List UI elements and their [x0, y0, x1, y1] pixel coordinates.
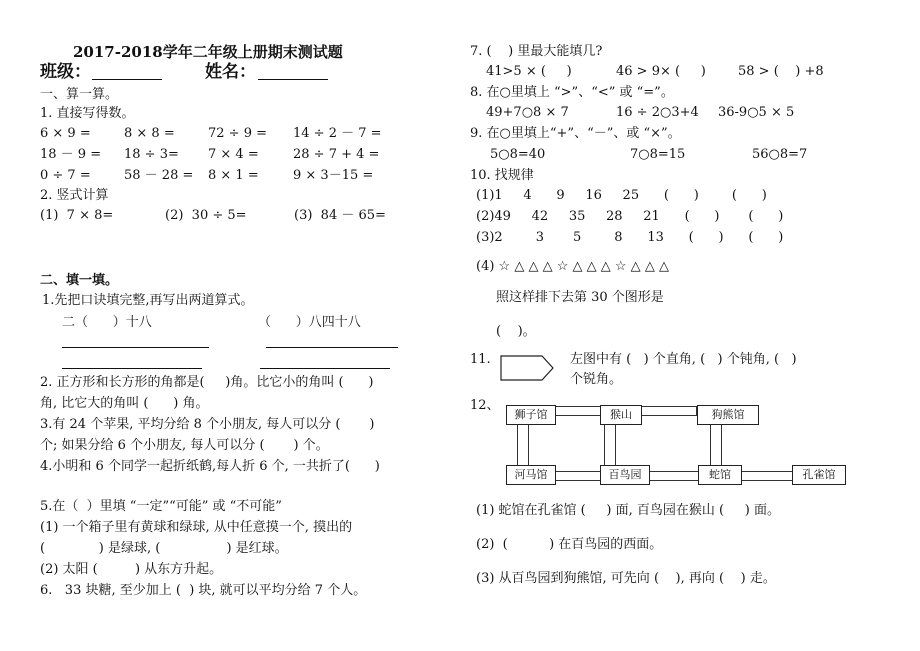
map-snake-house: 蛇馆: [698, 465, 742, 485]
map-lion-house: 狮子馆: [506, 405, 556, 425]
q1-heading: 1. 直接写得数。: [40, 106, 135, 121]
class-blank[interactable]: [92, 79, 162, 80]
calc-item: 14 ÷ 2 － 7 =: [293, 126, 382, 141]
q7-item-2: 46 > 9× ( ): [616, 64, 706, 79]
q8-item-3: 36-9○5 × 5: [718, 105, 795, 120]
answer-line-2[interactable]: [266, 347, 398, 348]
name-label: 姓名：: [205, 62, 256, 82]
q9-heading: 9. 在○里填上“+”、“－”、或 “×”。: [470, 126, 681, 141]
q10-row-4: (4) ☆ △ △ △ ☆ △ △ △ ☆ △ △ △: [476, 259, 669, 274]
q10-row-3: (3)2 3 5 8 13 ( ) ( ): [476, 230, 784, 245]
q11-text-a: 左图中有 ( ) 个直角, ( ) 个钝角, ( ): [570, 352, 797, 367]
calc-item: 18 ÷ 3=: [124, 147, 179, 162]
calc-item: 8 × 8 =: [124, 126, 175, 141]
fill-2b: 角, 比它大的角叫 ( ) 角。: [40, 396, 209, 411]
calc-item: 72 ÷ 9 =: [208, 126, 267, 141]
calc-item: 0 ÷ 7 =: [40, 168, 91, 183]
calc-item: 18 － 9 =: [40, 147, 102, 162]
fill-5: 5.在（ ）里填 “一定”“可能” 或 “不可能”: [40, 499, 282, 514]
calc-item: 7 × 4 =: [208, 147, 259, 162]
fill-5b: ( ) 是绿球, ( ) 是红球。: [40, 541, 288, 556]
q11-number: 11.: [470, 352, 491, 367]
q12-number: 12、: [470, 398, 500, 413]
answer-line-4[interactable]: [260, 368, 390, 369]
q11-text-b: 个锐角。: [570, 372, 623, 387]
map-hippo-house: 河马馆: [506, 465, 556, 485]
q9-item-1: 5○8=40: [490, 147, 546, 162]
q12-part-1: (1) 蛇馆在孔雀馆 ( ) 面, 百鸟园在猴山 ( ) 面。: [476, 503, 780, 518]
q10-heading: 10. 找规律: [470, 168, 534, 183]
fill-3a: 3.有 24 个苹果, 平均分给 8 个小朋友, 每人可以分 ( ): [40, 417, 375, 432]
section-1-heading: 一、算一算。: [40, 87, 119, 102]
fill-3b: 个; 如果分给 6 个小朋友, 每人可以分 ( ) 个。: [40, 438, 329, 453]
vertical-2: (2) 30 ÷ 5=: [165, 208, 247, 223]
q7-heading: 7. ( ) 里最大能填几?: [470, 44, 603, 59]
q8-item-1: 49+7○8 × 7: [486, 105, 569, 120]
calc-item: 9 × 3－15 =: [293, 168, 374, 183]
name-blank[interactable]: [258, 79, 328, 80]
q2-heading: 2. 竖式计算: [40, 188, 109, 203]
fill-5c: (2) 太阳 ( ) 从东方升起。: [40, 562, 223, 577]
fill-6: 6. 33 块糖, 至少加上 ( ) 块, 就可以平均分给 7 个人。: [40, 583, 367, 598]
road-bottom: [520, 471, 820, 481]
q8-heading: 8. 在○里填上 “>”、“<” 或 “=”。: [470, 85, 674, 100]
q10-row-4c: ( )。: [496, 324, 536, 339]
q9-item-2: 7○8=15: [630, 147, 686, 162]
answer-line-3[interactable]: [62, 368, 202, 369]
q10-row-1: (1)1 4 9 16 25 ( ) ( ): [476, 188, 767, 203]
calc-item: 28 ÷ 7 + 4 =: [293, 147, 380, 162]
section-2-heading: 二、填一填。: [40, 273, 119, 288]
vertical-3: (3) 84 － 65=: [294, 208, 386, 223]
q12-part-3: (3) 从百鸟园到狗熊馆, 可先向 ( ), 再向 ( ) 走。: [476, 571, 776, 586]
map-peacock-house: 孔雀馆: [792, 465, 846, 485]
fill-1b: （ ）八四十八: [258, 315, 361, 330]
map-bird-garden: 百鸟园: [600, 465, 650, 485]
vertical-1: (1) 7 × 8=: [40, 208, 114, 223]
page-title: 2017-2018学年二年级上册期末测试题: [73, 43, 343, 61]
q10-row-4b: 照这样排下去第 30 个图形是: [496, 290, 664, 305]
fill-2a: 2. 正方形和长方形的角都是( )角。比它小的角叫 ( ): [40, 375, 374, 390]
answer-line-1[interactable]: [62, 347, 209, 348]
map-bear-house: 狗熊馆: [697, 405, 759, 425]
fill-5a: (1) 一个箱子里有黄球和绿球, 从中任意摸一个, 摸出的: [40, 520, 353, 535]
fill-1: 1.先把口诀填完整,再写出两道算式。: [42, 293, 254, 308]
class-label: 班级：: [40, 62, 91, 82]
q12-part-2: (2) ( ) 在百鸟园的西面。: [476, 537, 663, 552]
q8-item-2: 16 ÷ 2○3+4: [616, 105, 699, 120]
q10-row-2: (2)49 42 35 28 21 ( ) ( ): [476, 209, 784, 224]
q9-item-3: 56○8=7: [752, 147, 808, 162]
q7-item-3: 58 > ( ) +8: [738, 64, 824, 79]
pentagon-shape: [500, 355, 560, 385]
map-monkey-hill: 猴山: [600, 405, 642, 425]
q7-item-1: 41>5 × ( ): [486, 64, 572, 79]
calc-item: 8 × 1 =: [208, 168, 259, 183]
fill-4: 4.小明和 6 个同学一起折纸鹤,每人折 6 个, 一共折了( ): [40, 459, 380, 474]
calc-item: 6 × 9 =: [40, 126, 91, 141]
calc-item: 58 － 28 =: [124, 168, 194, 183]
fill-1a: 二（ ）十八: [62, 315, 152, 330]
